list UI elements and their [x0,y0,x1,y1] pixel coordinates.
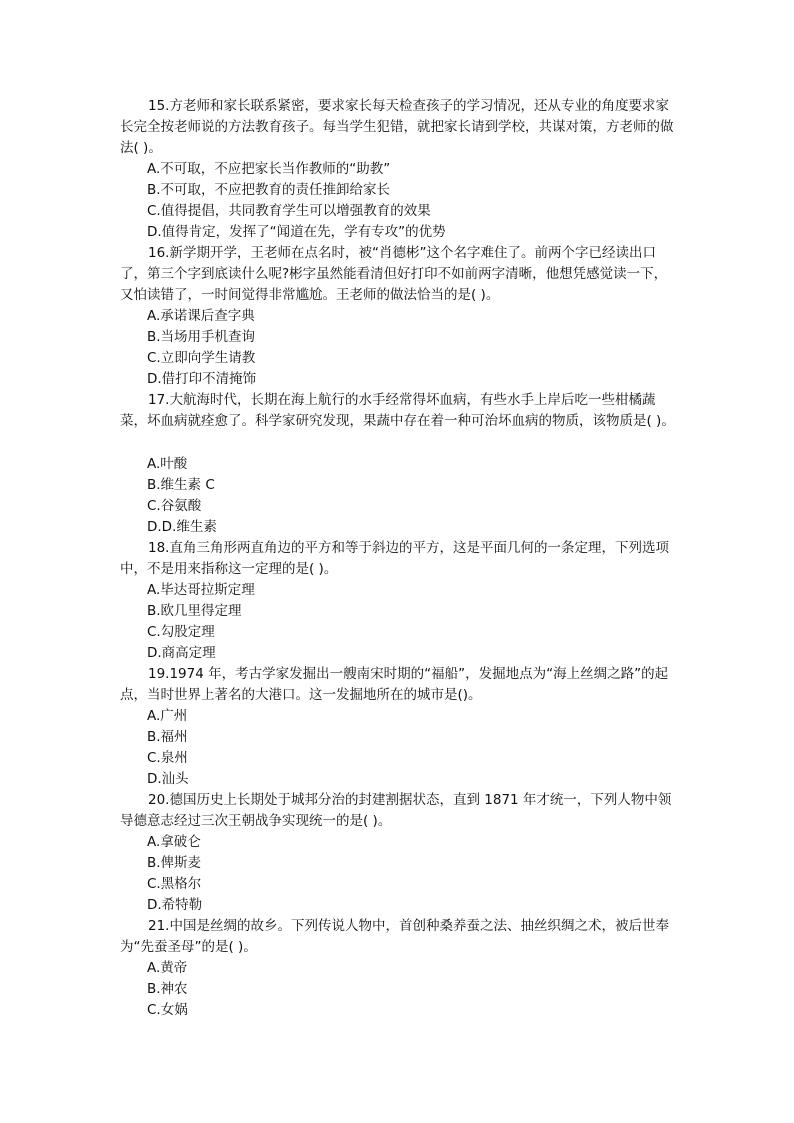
option-b: B.俾斯麦 [147,855,202,871]
option-d: D.商高定理 [147,645,216,661]
option-c: C.泉州 [147,750,188,766]
question-text: 19.1974 年，考古学家发掘出一艘南宋时期的“福船”，发掘地点为“海上丝绸之路”的起点，当时世界上著名的大港口。这一发掘地所在的城市是()。 [120,666,669,703]
option-b: B.当场用手机查询 [147,329,256,345]
question-16 [120,243,680,390]
option-a: A.叶酸 [147,456,188,472]
option-c: C.女娲 [147,1002,188,1018]
option-d: D.D.维生素 [147,519,217,535]
option-list [120,159,680,243]
option-d: D.希特勒 [147,897,203,913]
option-b: B.福州 [147,729,188,745]
option-c: C.立即向学生请教 [147,350,256,366]
question-18 [120,538,680,664]
question-text: 20.德国历史上长期处于城邦分治的封建割据状态，直到 1871 年才统一，下列人物中领导德意志经过三次王朝战争实现统一的是( )。 [120,792,672,829]
option-a: A.黄帝 [147,960,188,976]
option-list [120,580,680,664]
question-text: 18.直角三角形两直角边的平方和等于斜边的平方，这是平面几何的一条定理，下列选项中，不是用来指称这一定理的是( )。 [120,540,669,577]
question-17 [120,390,680,538]
question-19 [120,664,680,790]
option-d: D.汕头 [147,771,189,787]
question-15 [120,96,680,243]
option-b: B.不可取，不应把教育的责任推卸给家长 [147,182,391,198]
option-list [120,832,680,916]
option-a: A.拿破仑 [147,834,201,850]
option-c: C.值得提倡，共同教育学生可以增强教育的效果 [147,203,431,219]
option-c: C.谷氨酸 [147,498,202,514]
question-21 [120,916,680,1021]
option-c: C.勾股定理 [147,624,215,640]
option-list [120,306,680,390]
question-list [120,96,680,1021]
option-b: B.欧几里得定理 [147,603,242,619]
option-c: C.黑格尔 [147,876,202,892]
option-list [120,706,680,790]
option-list [120,454,680,538]
option-a: A.广州 [147,708,188,724]
question-text: 21.中国是丝绸的故乡。下列传说人物中，首创种桑养蚕之法、抽丝织绸之术，被后世奉为“先蚕圣母”的是( )。 [120,918,669,955]
question-text: 16.新学期开学，王老师在点名时，被“肖德彬”这个名字难住了。前两个字已经读出口了，第三个字到底读什么呢?彬字虽然能看清但好打印不如前两字清晰，他想凭感觉读一下，又怕读错了，一时间觉得非常尴尬。王老师的做法恰当的是( )。 [120,245,668,303]
option-a: A.不可取，不应把家长当作教师的“助教” [147,161,391,177]
option-list [120,958,680,1021]
option-a: A.毕达哥拉斯定理 [147,582,255,598]
question-20 [120,790,680,916]
blank-line [120,432,680,454]
option-a: A.承诺课后查字典 [147,308,255,324]
option-d: D.值得肯定，发挥了“闻道在先，学有专攻”的优势 [147,224,446,240]
option-b: B.维生素 C [147,477,215,493]
option-b: B.神农 [147,981,188,997]
question-text: 15.方老师和家长联系紧密，要求家长每天检查孩子的学习情况，还从专业的角度要求家长完全按老师说的方法教育孩子。每当学生犯错，就把家长请到学校，共谋对策，方老师的做法( )。 [120,98,674,156]
option-d: D.借打印不清掩饰 [147,371,257,387]
question-text: 17.大航海时代，长期在海上航行的水手经常得坏血病，有些水手上岸后吃一些柑橘蔬菜，坏血病就痊愈了。科学家研究发现，果蔬中存在着一种可治坏血病的物质，该物质是( )。 [120,392,675,429]
